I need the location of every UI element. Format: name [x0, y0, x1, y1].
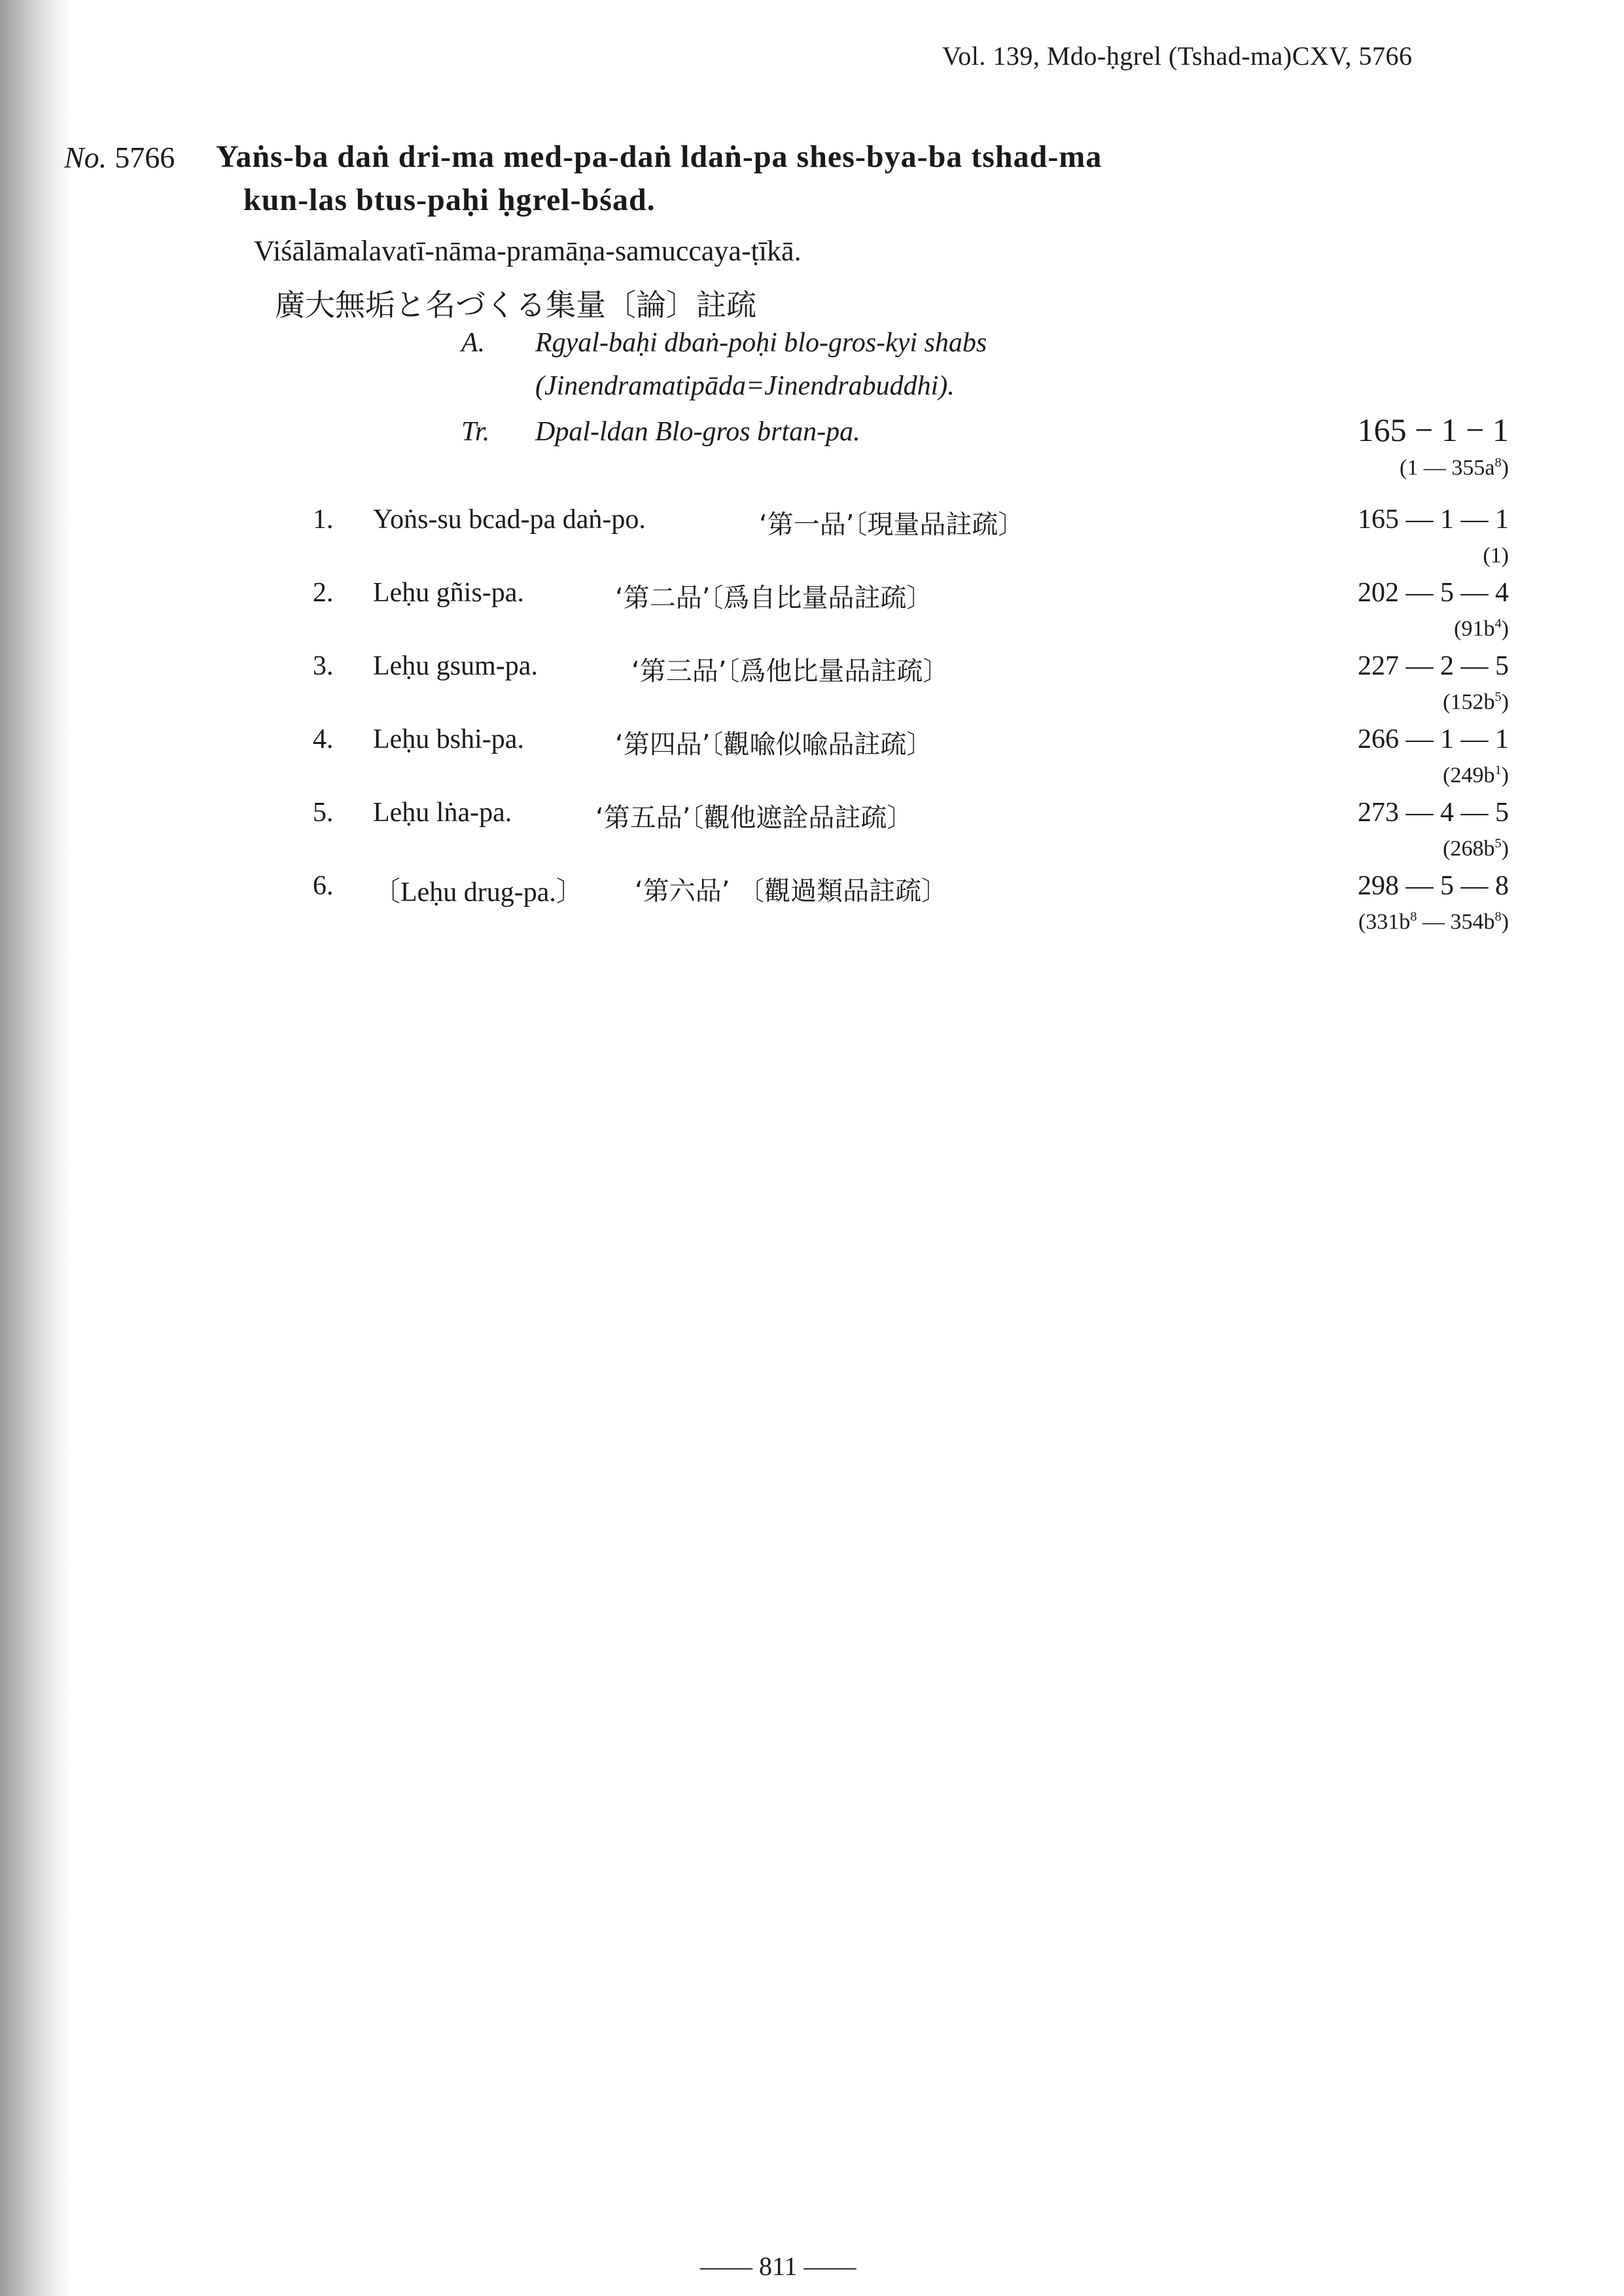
chapter-reference: 273 — 4 — 5	[1358, 798, 1509, 828]
chapter-row	[0, 577, 1624, 649]
scan-shadow-edge	[0, 0, 72, 2296]
chapter-japanese-title: ‘第五品’〔觀他遮詮品註疏〕	[595, 803, 913, 833]
chapter-folio-text: (91b	[1454, 616, 1495, 641]
chapter-reference: 202 — 5 — 4	[1358, 578, 1509, 608]
chapter-folio-sup: 8	[1410, 910, 1417, 924]
author-label: A.	[461, 328, 485, 358]
chapter-row	[0, 650, 1624, 722]
chapter-tibetan-title: Leḥu lṅa-pa.	[373, 798, 512, 828]
chapter-row	[0, 724, 1624, 796]
chapter-folio-sup: 5	[1494, 690, 1502, 704]
chapter-folio: ($331b^8$ — $354b^8$)	[1358, 910, 1509, 934]
folio-range-sup: 8	[1494, 455, 1502, 470]
chapter-folio: $(152b^5)$	[1443, 690, 1509, 715]
chapter-folio-sup: 1	[1494, 763, 1502, 777]
chapter-reference: 298 — 5 — 8	[1358, 871, 1509, 901]
chapter-number: 1.	[313, 504, 334, 535]
chapter-folio	[1483, 543, 1509, 568]
tibetan-title-line-1: Yaṅs-ba daṅ dri-ma med-pa-daṅ ldaṅ-pa shes-bya-ba tshad-ma	[216, 139, 1103, 174]
translator-label: Tr.	[461, 417, 490, 447]
chapter-folio-sup: 4	[1494, 616, 1502, 631]
chapter-japanese-title: ‘第三品’〔爲他比量品註疏〕	[631, 656, 949, 686]
chapter-tibetan-title: Yoṅs-su bcad-pa daṅ-po.	[373, 504, 646, 535]
translator-name: Dpal-ldan Blo-gros brtan-pa.	[535, 417, 860, 447]
chapter-number: 2.	[313, 578, 334, 608]
chapter-folio-text: (152b	[1443, 690, 1495, 715]
chapter-folio: $(91b^4)$	[1454, 616, 1509, 641]
chapter-reference: 165 — 1 — 1	[1358, 504, 1509, 535]
chapter-tibetan-title: Leḥu bshi-pa.	[373, 724, 524, 754]
chapter-number: 5.	[313, 798, 334, 828]
chapter-japanese-title: ‘第四品’〔觀喩似喩品註疏〕	[615, 730, 933, 760]
chapter-japanese-title: ‘第一品’〔現量品註疏〕	[759, 510, 1025, 540]
entry-folio-range	[1400, 455, 1509, 480]
chapter-folio: $(249b^1)$	[1443, 763, 1509, 788]
chapter-japanese-title: ‘第六品’ 〔觀過類品註疏〕	[635, 876, 948, 906]
chapter-reference: 227 — 2 — 5	[1358, 651, 1509, 681]
author-alternate-name: (Jinendramatipāda=Jinendrabuddhi).	[535, 371, 955, 401]
chapter-folio-text: (1)	[1483, 543, 1509, 568]
chapter-number: 3.	[313, 651, 334, 681]
chapter-folio-text: (268b	[1443, 836, 1495, 861]
chapter-folio-mid-sup: 8	[1494, 910, 1502, 924]
folio-range-end: )	[1501, 455, 1509, 480]
sanskrit-title: Viśālāmalavatī-nāma-pramāṇa-samuccaya-ṭīkā.	[254, 235, 802, 267]
entry-number-label: No.	[64, 141, 107, 174]
chapter-row	[0, 797, 1624, 869]
chapter-reference: 266 — 1 — 1	[1358, 724, 1509, 754]
chapter-japanese-title: ‘第二品’〔爲自比量品註疏〕	[615, 583, 933, 613]
chapter-folio-text: (249b	[1443, 763, 1495, 788]
entry-reference: 165 − 1 − 1	[1357, 412, 1509, 448]
author-name: Rgyal-baḥi dbaṅ-poḥi blo-gros-kyi shabs	[535, 328, 987, 358]
running-header: Vol. 139, Mdo-ḥgrel (Tshad-ma)CXV, 5766	[942, 41, 1413, 71]
folio-range-start: (1 — 355a	[1400, 455, 1495, 480]
entry-number	[64, 140, 175, 175]
chapter-folio-sup: 5	[1494, 836, 1502, 851]
chapter-folio-mid: — 354b	[1417, 910, 1495, 934]
chapter-row	[0, 870, 1624, 942]
chapter-tibetan-title: Leḥu gñis-pa.	[373, 578, 524, 608]
chapter-row	[0, 504, 1624, 576]
chapter-tibetan-title: Leḥu gsum-pa.	[373, 651, 538, 681]
chapter-folio-text: (331b	[1358, 910, 1411, 934]
chapter-tibetan-title: 〔Leḥu drug-pa.〕	[373, 877, 584, 908]
chapter-folio: $(268b^5)$	[1443, 836, 1509, 861]
chapter-number: 4.	[313, 724, 334, 754]
page-number: —— 811 ——	[700, 2252, 856, 2281]
japanese-title: 廣大無垢と名づくる集量〔論〕註疏	[275, 287, 756, 323]
entry-number-value: 5766	[115, 141, 175, 174]
tibetan-title-line-2: kun-las btus-paḥi ḥgrel-bśad.	[243, 183, 656, 217]
chapter-number: 6.	[313, 871, 334, 901]
